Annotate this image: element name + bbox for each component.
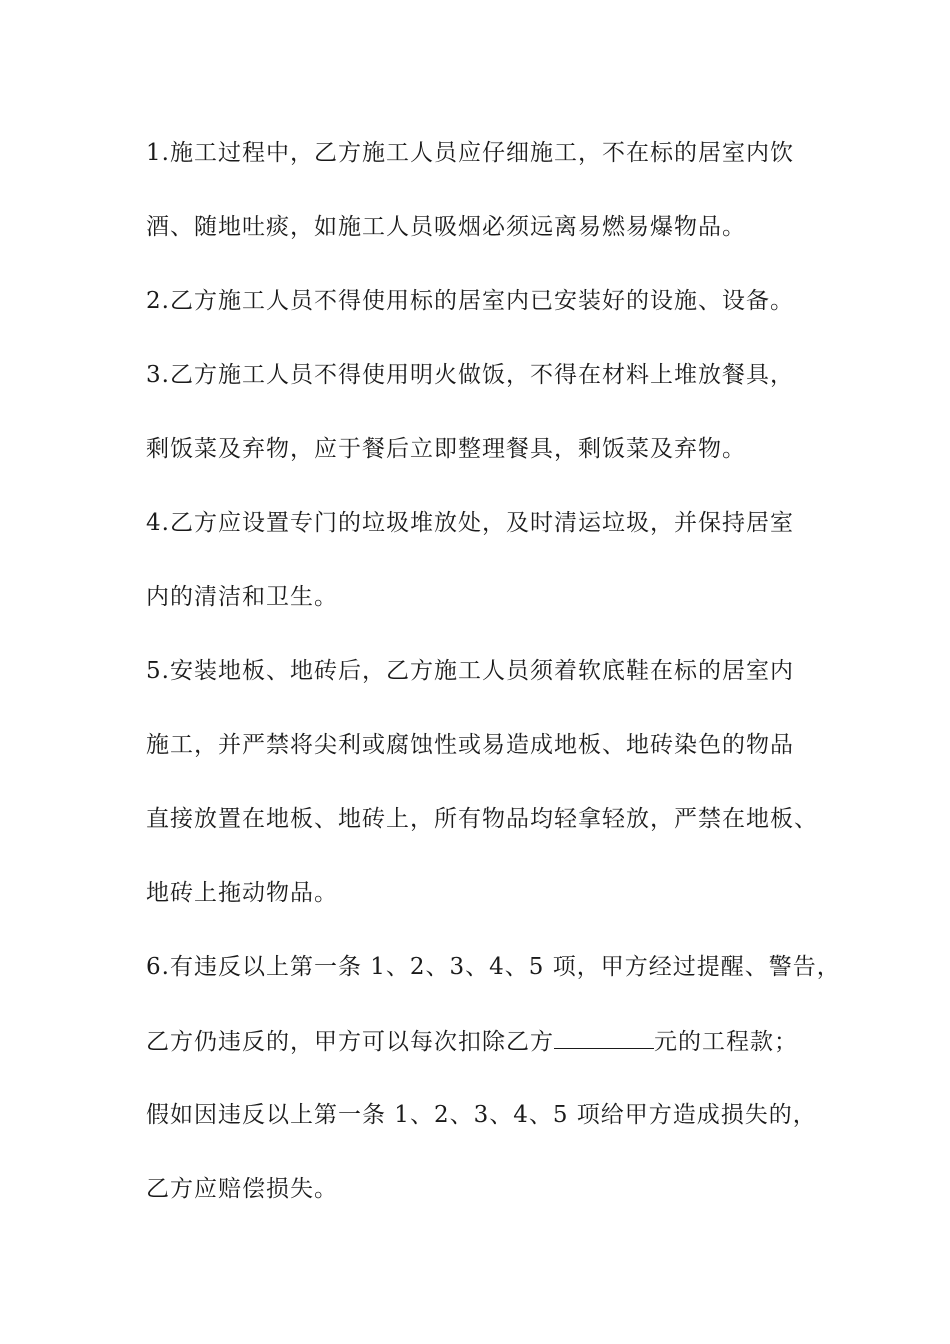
paragraph-line: 施工，并严禁将尖利或腐蚀性或易造成地板、地砖染色的物品 — [146, 732, 794, 758]
paragraph-line: 内的清洁和卫生。 — [146, 584, 338, 610]
paragraph-line-with-blank — [146, 1026, 836, 1057]
line-text-after-blank: 元的工程款； — [654, 1029, 798, 1055]
paragraph-line: 1.施工过程中，乙方施工人员应仔细施工，不在标的居室内饮 — [146, 140, 794, 166]
paragraph-line: 直接放置在地板、地砖上，所有物品均轻拿轻放，严禁在地板、 — [146, 806, 818, 832]
paragraph-line: 酒、随地吐痰，如施工人员吸烟必须远离易燃易爆物品。 — [146, 214, 746, 240]
paragraph-line: 3.乙方施工人员不得使用明火做饭，不得在材料上堆放餐具， — [146, 362, 794, 388]
paragraph-line: 5.安装地板、地砖后，乙方施工人员须着软底鞋在标的居室内 — [146, 658, 794, 684]
paragraph-line: 2.乙方施工人员不得使用标的居室内已安装好的设施、设备。 — [146, 288, 794, 314]
paragraph-line: 假如因违反以上第一条 1、2、3、4、5 项给甲方造成损失的， — [146, 1102, 817, 1128]
fill-in-blank — [554, 1026, 654, 1049]
paragraph-line: 6.有违反以上第一条 1、2、3、4、5 项，甲方经过提醒、警告， — [146, 954, 841, 980]
line-text-before-blank: 乙方仍违反的，甲方可以每次扣除乙方 — [146, 1029, 554, 1055]
paragraph-line: 乙方应赔偿损失。 — [146, 1176, 338, 1202]
paragraph-line: 地砖上拖动物品。 — [146, 880, 338, 906]
paragraph-line: 4.乙方应设置专门的垃圾堆放处，及时清运垃圾，并保持居室 — [146, 510, 794, 536]
paragraph-line: 剩饭菜及弃物，应于餐后立即整理餐具，剩饭菜及弃物。 — [146, 436, 746, 462]
